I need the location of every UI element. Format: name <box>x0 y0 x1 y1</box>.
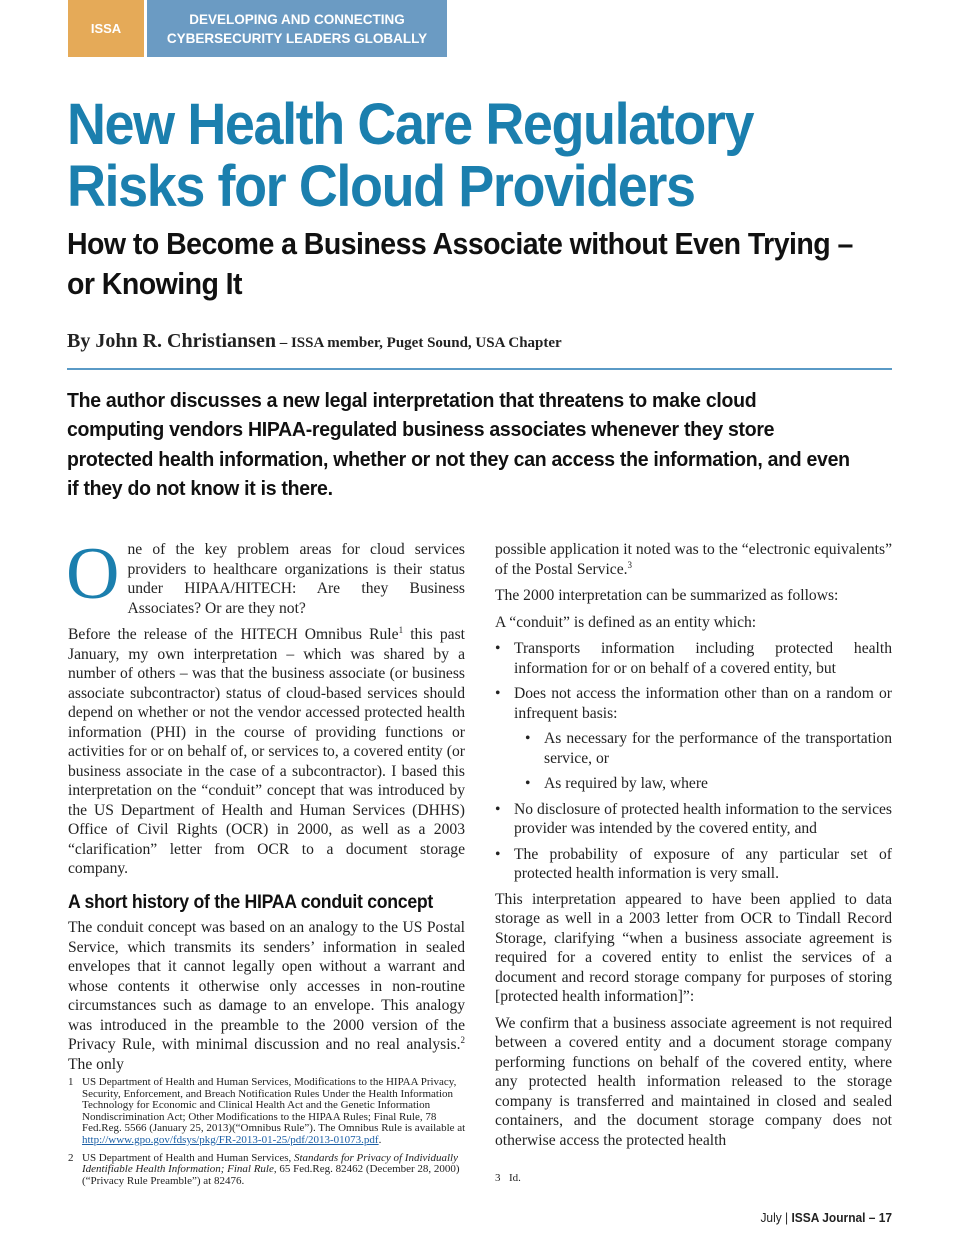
byline-prefix: By <box>67 330 96 352</box>
footnote-text <box>82 1077 468 1147</box>
intro-paragraph <box>66 533 465 618</box>
footnote-ref-1[interactable]: 1 <box>398 624 404 635</box>
footnote-text <box>82 1153 468 1188</box>
footnote-ref-3[interactable]: 3 <box>627 559 633 570</box>
left-column <box>66 533 465 1081</box>
drop-cap: O <box>66 533 120 615</box>
right-paragraph-3: A “conduit” is defined as an entity which: <box>495 613 757 631</box>
footnote-1-end: . <box>378 1133 382 1146</box>
sub-list-item: • As necessary for the performance of the transportation service, or <box>544 729 892 768</box>
omnibus-rule-link[interactable]: http://www.gpo.gov/fdsys/pkg/FR-2013-01-25/pdf/2013-01073.pdf <box>82 1133 379 1146</box>
list-item <box>514 684 892 794</box>
byline <box>67 330 562 353</box>
paragraph-2-text-a: The conduit concept was based on an analogy to the US Postal Service, which transmits its senders’ information in sealed envelopes that it cannot legally open without a warrant and whose contents it otherwise only accesses in non-routine circumstances such as damage to an envelope. This analogy was introduced in the preamble to the 2000 version of the Privacy Rule, with minimal discussion and no real analysis. <box>68 919 465 1053</box>
block-quote: We confirm that a business associate agreement is not required between a covered entity and a document storage company performing functions on behalf of the covered entity, where any protected health information released to the storage company is transferred and maintained in closed and sealed containers, and the document storage company does not otherwise access the protected health <box>495 1014 892 1149</box>
intro-text: ne of the key problem areas for cloud services providers to healthcare organizations is their status under HIPAA/HITECH: Are they Business Associates? Or are they not? <box>127 541 465 617</box>
footnote-number: 3 <box>495 1172 501 1184</box>
title-line-1: New Health Care Regulatory <box>67 92 754 157</box>
paragraph-2-text-b: The only <box>68 1055 124 1073</box>
author-affiliation: – ISSA member, Puget Sound, USA Chapter <box>275 335 562 351</box>
tagline-banner <box>147 0 447 57</box>
paragraph-1-text-a: Before the release of the HITECH Omnibus Rule <box>68 626 399 643</box>
footnote-text: Id. <box>509 1172 521 1184</box>
abstract: The author discusses a new legal interpretation that threatens to make cloud computing vendors HIPAA-regulated business associates whenever they store protected health information, whether or not they can access the information, and even if they do not know it is there. <box>67 389 850 500</box>
folio-journal: ISSA Journal <box>791 1210 866 1225</box>
footnote-3 <box>495 1173 695 1185</box>
issa-label: ISSA <box>90 21 122 36</box>
right-column <box>495 540 892 1157</box>
paragraph-2 <box>68 918 465 1074</box>
paragraph-1 <box>68 625 465 879</box>
footnote-2-italic: Standards for Privacy of Individually Identifiable Health Information; Final Rule <box>82 1151 458 1176</box>
sub-list-item: • As required by law, where <box>544 774 892 794</box>
issa-logo-tab <box>68 0 144 57</box>
subtitle-line-2: or Knowing It <box>67 266 243 301</box>
title-line-2: Risks for Cloud Providers <box>67 154 695 219</box>
footnote-1-body: US Department of Health and Human Services, Modifications to the HIPAA Privacy, Security, Enforcement, and Breach Notification Rules Under the Health Information Technology for Economic and Clinical Health Act and the Genetic Information Nondiscrimination Act; Other Modifications to the HIPAA Rules; Final Rule, 78 Fed.Reg. 5566 (January 25, 2013)(“Omnibus Rule”). The Omnibus Rule is available at <box>82 1076 466 1135</box>
right-paragraph-2: The 2000 interpretation can be summarized as follows: <box>495 587 839 604</box>
footnote-2 <box>68 1153 468 1188</box>
folio-page: – 17 <box>865 1210 892 1225</box>
tagline-line-1: DEVELOPING AND CONNECTING <box>189 11 405 27</box>
footnote-2-body-b: , 65 Fed.Reg. 82462 (December 28, 2000) (“Privacy Rule Preamble”) at 82476. <box>82 1163 460 1187</box>
article-title <box>67 94 867 218</box>
footnote-number: 1 <box>68 1076 74 1088</box>
author-name: John R. Christiansen <box>95 330 276 352</box>
divider-rule <box>67 368 892 370</box>
right-paragraph-1 <box>495 540 892 579</box>
paragraph-1-text-b: this past January, my own interpretation – which was shared by a number of others – was that the business associate (or business associate subcontractor) status of cloud-based services should depend on whether or not the vendor accessed protected health information (PHI) in the course of providing functions or activities for or on behalf of, or services to, a covered entity (or business associate in the case of a subcontractor). I based this interpretation on the “conduit” concept that was introduced by the US Department of Health and Human Services (DHHS) Office of Civil Rights (OCR) in 2000, as well as a 2003 “clarification” letter from OCR to a document storage company. <box>68 626 465 877</box>
folio-separator: | <box>781 1210 792 1225</box>
list-item: • No disclosure of protected health information to the services provider was intended by the covered entity, and <box>514 800 892 839</box>
page-folio <box>760 1210 892 1225</box>
footnotes-left <box>68 1077 468 1193</box>
footnote-1 <box>68 1077 468 1147</box>
conduit-criteria-list <box>495 639 892 884</box>
right-paragraph-4: This interpretation appeared to have been applied to data storage as well in a 2003 letter from OCR to Tindall Record Storage, clarifying “when a business associate agreement is required for a covered entity to enlist the services of a document and record storage company for purposes of storing [protected health information]”: <box>495 890 892 1005</box>
footnotes-right <box>495 1173 695 1191</box>
footnote-ref-2[interactable]: 2 <box>460 1034 465 1045</box>
section-heading: A short history of the HIPAA conduit concept <box>68 891 434 913</box>
list-item: • Transports information including protected health information for or on behalf of a covered entity, but <box>514 639 892 678</box>
list-item-text: Does not access the information other than on a random or infrequent basis: <box>514 685 892 722</box>
right-paragraph-1-text: possible application it noted was to the “electronic equivalents” of the Postal Service. <box>495 541 892 578</box>
footnote-number: 2 <box>68 1151 74 1164</box>
tagline-line-2: CYBERSECURITY LEADERS GLOBALLY <box>166 30 428 46</box>
article-subtitle <box>67 224 877 304</box>
sub-list <box>514 729 892 794</box>
subtitle-line-1: How to Become a Business Associate without Even Trying – <box>67 226 853 261</box>
footnote-2-body-a: US Department of Health and Human Services, <box>82 1151 294 1164</box>
folio-month: July <box>760 1210 782 1225</box>
list-item: • The probability of exposure of any particular set of protected health information is very small. <box>514 845 892 884</box>
